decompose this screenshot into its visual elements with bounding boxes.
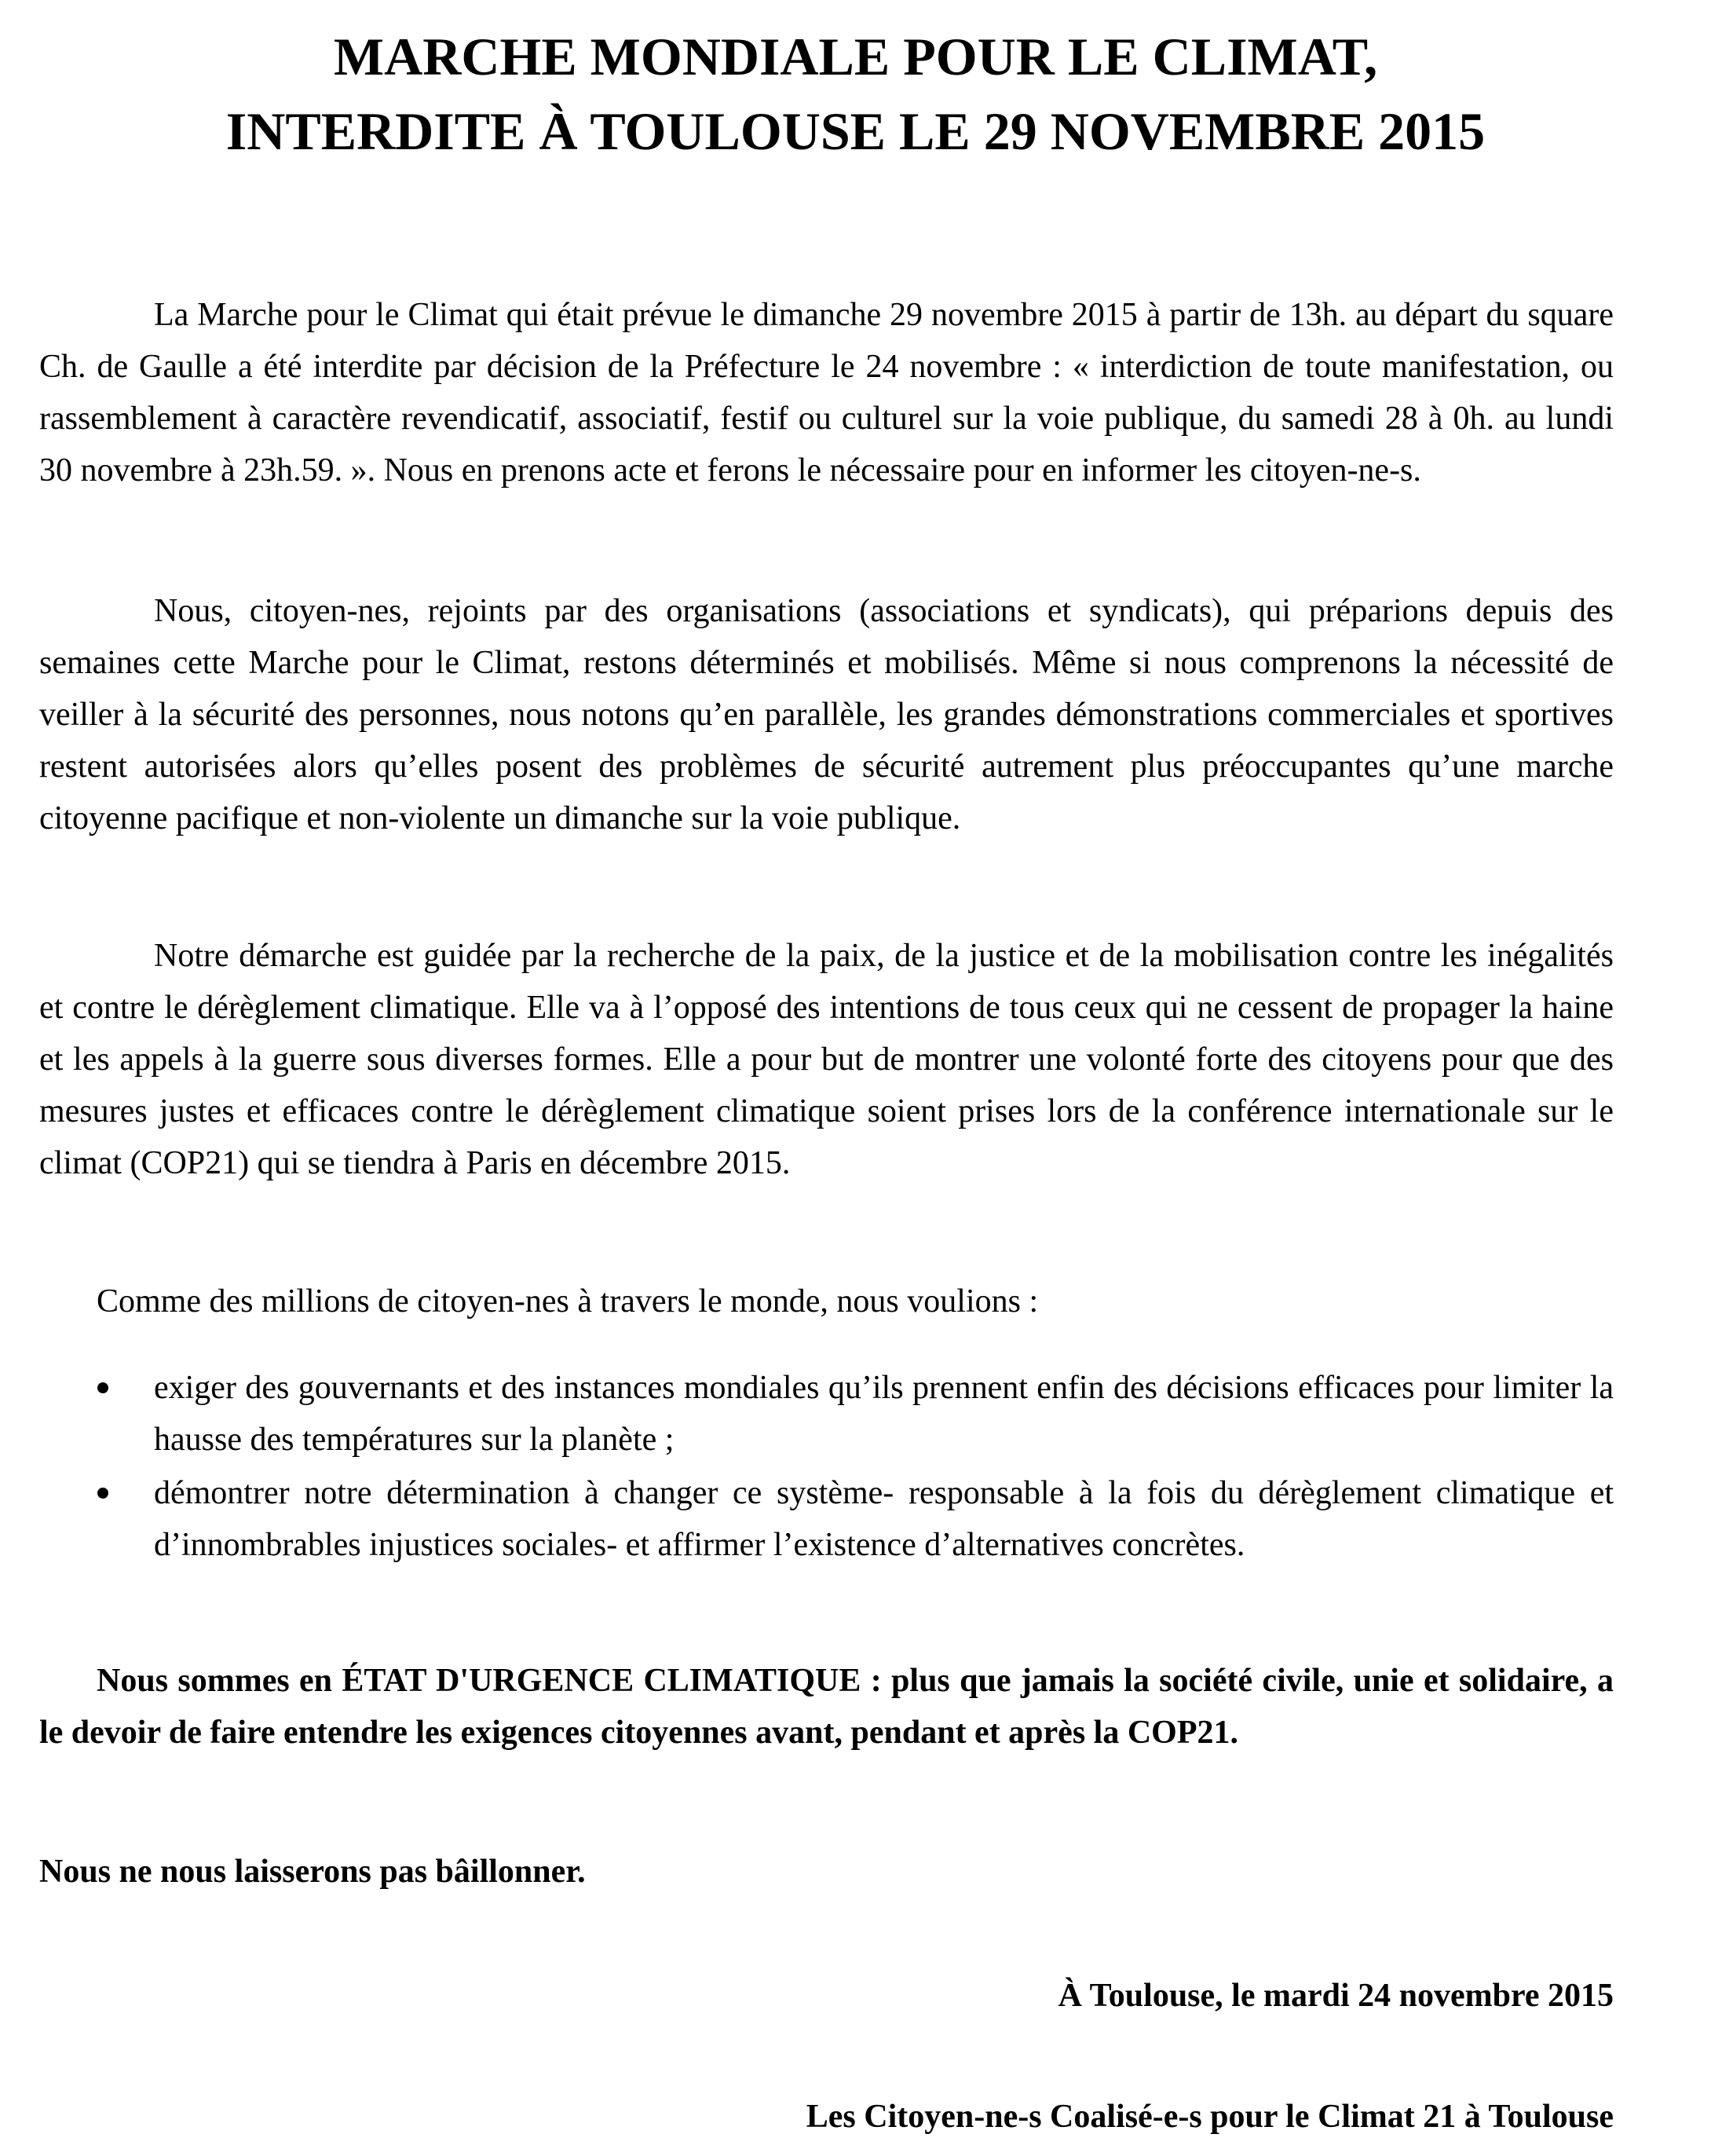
list-item bbox=[39, 1467, 1614, 1571]
paragraph-4: Comme des millions de citoyen-nes à travers le monde, nous voulions : bbox=[97, 1283, 1039, 1320]
signature-place-date: À Toulouse, le mardi 24 novembre 2015 bbox=[1058, 1978, 1614, 2014]
paragraph-3: Notre démarche est guidée par la recherche de la paix, de la justice et de la mobilisation contre les inégalités et contre le dérèglement climatique. Elle va à l’opposé des intentions de tous ceux qui ne cessent de propager la haine et les appels à la guerre sous diverses formes. Elle a pour but de montrer une volonté forte des citoyens pour que des mesures justes et efficaces contre le dérèglement climatique soient prises lors de la conférence internationale sur le climat (COP21) qui se tiendra à Paris en décembre 2015. bbox=[39, 938, 1614, 1181]
document-title-line-1: MARCHE MONDIALE POUR LE CLIMAT, bbox=[333, 27, 1378, 86]
bullet-icon bbox=[97, 1488, 108, 1499]
signature-author: Les Citoyen-ne-s Coalisé-e-s pour le Climat 21 à Toulouse bbox=[806, 2099, 1614, 2135]
paragraph-2: Nous, citoyen-nes, rejoints par des organisations (associations et syndicats), qui préparions depuis des semaines cette Marche pour le Climat, restons déterminés et mobilisés. Même si nous comprenons la nécessité de veiller à la sécurité des personnes, nous notons qu’en parallèle, les grandes démonstrations commerciales et sportives restent autorisées alors qu’elles posent des problèmes de sécurité autrement plus préoccupantes qu’une marche citoyenne pacifique et non-violente un dimanche sur la voie publique. bbox=[39, 593, 1614, 836]
paragraph-1: La Marche pour le Climat qui était prévue le dimanche 29 novembre 2015 à partir de 13h. au départ du square Ch. de Gaulle a été interdite par décision de la Préfecture le 24 novembre : « interdiction de toute manifestation, ou rassemblement à caractère revendicatif, associatif, festif ou culturel sur la voie publique, du samedi 28 à 0h. au lundi 30 novembre à 23h.59. ». Nous en prenons acte et ferons le nécessaire pour en informer les citoyen-ne-s. bbox=[39, 297, 1614, 489]
bold-closing-statement: Nous ne nous laisserons pas bâillonner. bbox=[39, 1854, 586, 1890]
demands-list bbox=[39, 1362, 1614, 1571]
document-title-line-2: INTERDITE À TOULOUSE LE 29 NOVEMBRE 2015 bbox=[225, 101, 1486, 161]
list-item bbox=[39, 1362, 1614, 1466]
bullet-icon bbox=[97, 1382, 108, 1393]
bold-statement: Nous sommes en ÉTAT D'URGENCE CLIMATIQUE : plus que jamais la société civile, unie et solidaire, a le devoir de faire entendre les exigences citoyennes avant, pendant et après la COP21. bbox=[39, 1663, 1614, 1751]
list-item-text: exiger des gouvernants et des instances mondiales qu’ils prennent enfin des décisions efficaces pour limiter la hausse des températures sur la planète ; bbox=[154, 1370, 1614, 1458]
list-item-text: démontrer notre détermination à changer ce système- responsable à la fois du dérèglement climatique et d’innombrables injustices sociales- et affirmer l’existence d’alternatives concrètes. bbox=[154, 1475, 1614, 1563]
